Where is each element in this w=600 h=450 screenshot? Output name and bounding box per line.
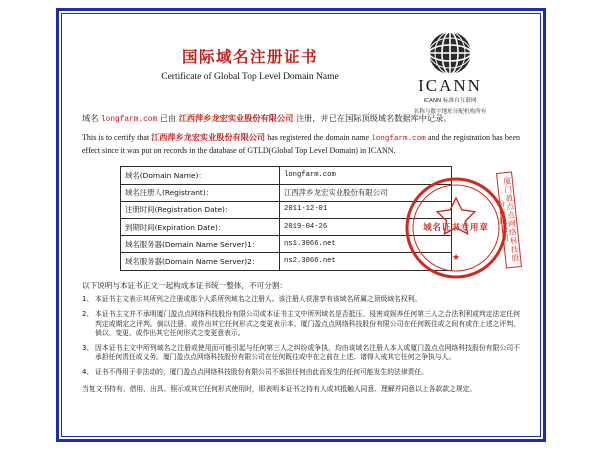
term-number: 1、 — [82, 295, 94, 304]
table-cell-label: 到期时间(Expiration Date)： — [121, 219, 280, 236]
certificate-header — [80, 24, 522, 116]
statement-cn-prefix: 域名 — [82, 113, 101, 123]
list-item — [82, 368, 520, 378]
list-item — [82, 344, 520, 363]
table-row — [121, 219, 452, 236]
table-row — [121, 167, 452, 184]
page-title-en: Certificate of Global Top Level Domain Name — [161, 71, 339, 82]
icann-logo — [384, 30, 516, 116]
icann-wordmark: ICANN — [418, 76, 482, 95]
table-cell-value: longfarm.com — [280, 167, 452, 184]
page-title-cn: 国际域名注册证书 — [181, 48, 318, 66]
terms-list — [82, 295, 520, 377]
term-text: 本证书主文并不承明厦门盈点点网络科技股份有限公司或本证书主文中所列域名是否抵压、侵害或娱养任何第三人之合法利利或判定法定任何判定或期定之评判。倘以注册、或作出其它任何形式之变更表示本、厦门盈点点网络科技股份有限公司在任何既往或之间有或在上述之评判、倘以、变更、或作出其它任何形式之变更意表示。 — [95, 309, 520, 338]
icann-subtitle-line2: 名称与数字地址分配机构所有 — [413, 109, 487, 116]
list-item — [82, 310, 520, 339]
svg-text:★: ★ — [451, 253, 461, 264]
table-cell-label: 域名服务器(Domain Name Server)2： — [121, 253, 280, 270]
statement-en — [82, 132, 520, 157]
statement-cn-org: 江西萍乡龙宏实业股份有限公司 — [178, 113, 294, 123]
domain-info-table-wrap — [80, 166, 522, 270]
list-item — [82, 295, 520, 305]
term-number: 3、 — [82, 343, 94, 352]
round-red-seal — [404, 176, 508, 280]
term-number: 2、 — [82, 309, 94, 318]
statement-en-mid2: and the registration has been effect since it was put on records in the database of GTLD(Global Top Level Domain) in ICANN. — [82, 133, 521, 156]
table-cell-value: ns2.3066.net — [280, 253, 452, 270]
term-number: 4、 — [82, 368, 94, 377]
table-cell-label: 域名服务器(Domain Name Server)1： — [121, 236, 280, 253]
statement-cn-mid1: 已由 — [157, 113, 179, 123]
table-row — [121, 236, 452, 253]
table-cell-value: 2019-04-26 — [280, 219, 452, 236]
statement-en-prefix: This is to certify that — [82, 133, 152, 143]
table-row — [121, 253, 452, 270]
table-cell-value: 江西萍乡龙宏实业股份有限公司 — [280, 184, 452, 201]
statement-en-org: 江西萍乡龙宏实业股份有限公司 — [151, 133, 266, 143]
certificate-sheet — [66, 18, 536, 432]
statement-cn-domain: longfarm.com — [100, 116, 158, 124]
title-block — [124, 48, 376, 82]
table-cell-label: 域名注册人(Registrant)： — [121, 184, 280, 201]
table-cell-value: ns1.3066.net — [280, 236, 452, 253]
domain-info-table — [120, 166, 452, 270]
seal-text: 域名证书专用章 — [423, 222, 489, 233]
icann-subtitle-line1: ICANN 标准自互联网 — [423, 98, 477, 104]
table-cell-value: 2011-12-01 — [280, 201, 452, 218]
vertical-red-stamp: 厦门盈点点网络科技股份有限公司 — [496, 172, 522, 269]
statement-en-domain: longfarm.com — [371, 135, 426, 144]
table-row — [121, 201, 452, 218]
term-text: 本证书主文表示其所列之注册或那个人系所列域名之注册人。该注册人获准享有该域名所属之顶级域名权利。 — [95, 295, 422, 304]
table-row — [121, 184, 452, 201]
statement-cn-mid2: 注册，并已在国际顶级域名数据库中记录。 — [293, 113, 452, 123]
table-cell-label: 注册时间(Registration Date)： — [121, 201, 280, 218]
term-text: 因本证书主文中所列域名之注册或使用而可能引起与任何第三人之纠纷或争执，均由该域名注册人本人或厦门盈点点网络科技股份有限公司不承担任何责任或义务。厦门盈点点网络科技股份有限公司在任何既往或中在之前在上述、诸得入戒其它任何之争执与人。 — [95, 343, 520, 362]
table-cell-label: 域名(Domain Name)： — [121, 167, 280, 184]
globe-icon — [384, 30, 516, 76]
statement-en-mid1: has registered the domain name — [265, 133, 372, 143]
terms-heading: 以下说明与本证书正文一起构成本证书统一整体，不可分割： — [82, 280, 288, 290]
closing-paragraph: 当复文书持有、借用、出具、照示或其它任何形式使用时，即表明本证书之持有人或其抵触人同意、理解并同意以上各款款之规定。 — [82, 384, 477, 393]
term-text: 证书不得用于非法动的，厦门盈点点网络科技股份有限公司不承担任何由此而发生的任何可能发生的法律责任。 — [95, 368, 429, 377]
